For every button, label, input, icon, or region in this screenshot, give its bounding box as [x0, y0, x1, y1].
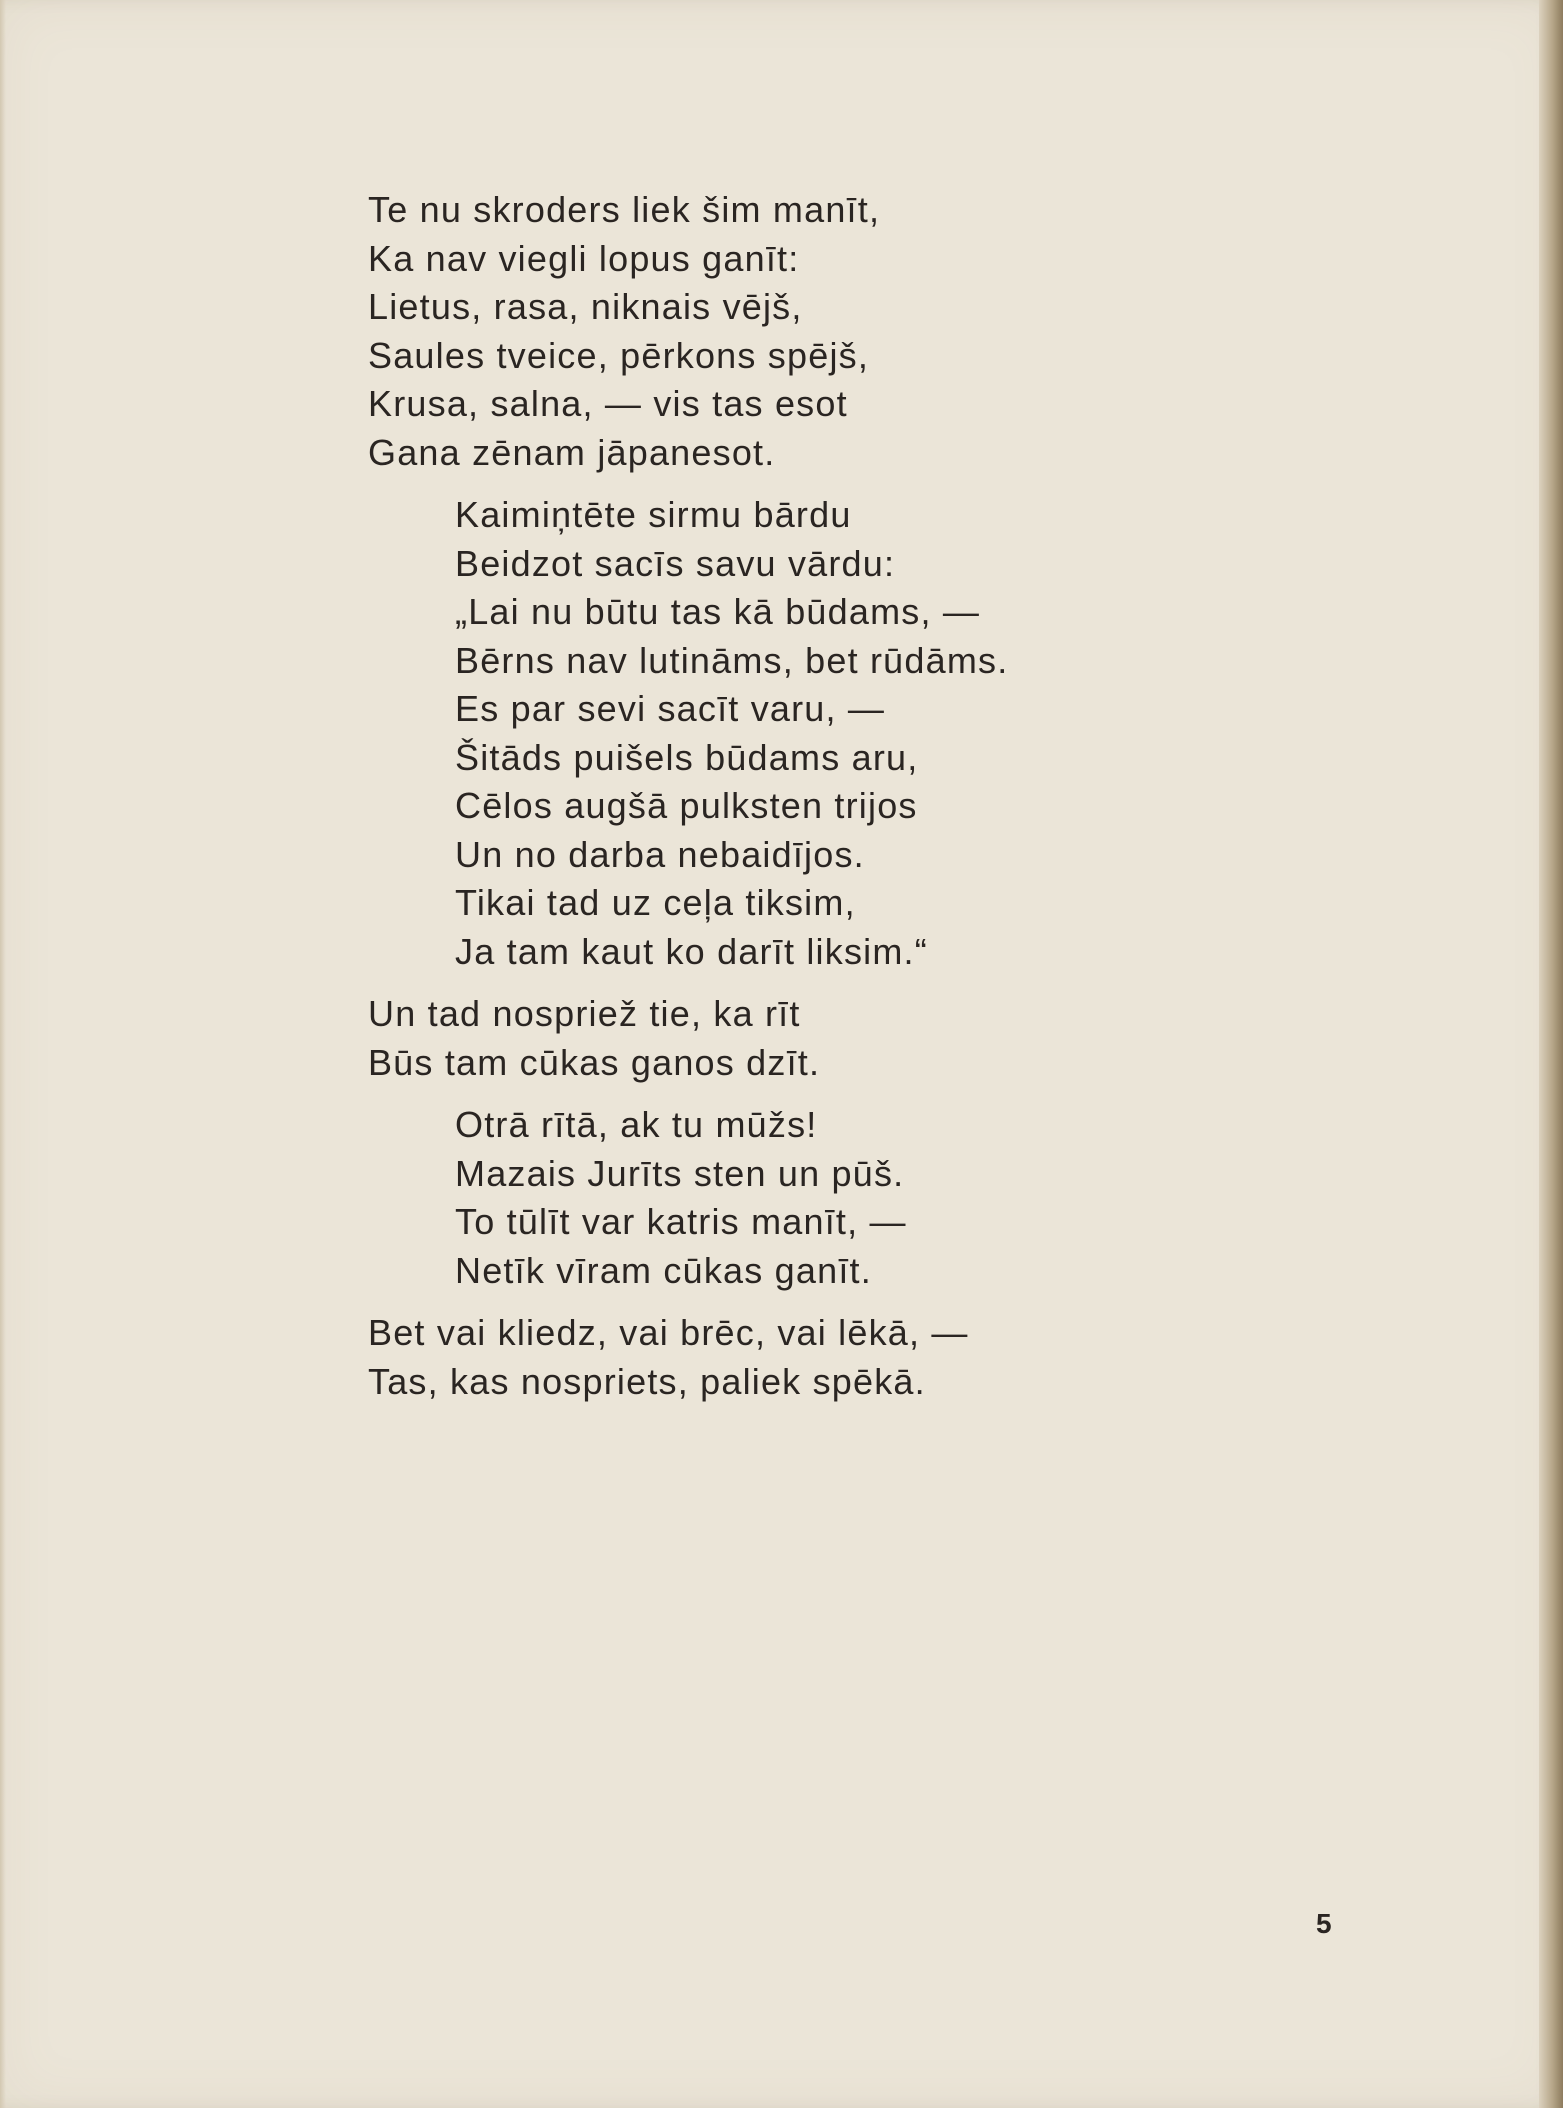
poem-line: Saules tveice, pērkons spējš,: [368, 334, 870, 376]
stanza-1: [368, 186, 1368, 477]
poem-body: [368, 186, 1368, 1406]
page-left-edge: [0, 0, 6, 2108]
poem-line: Krusa, salna, — vis tas esot: [368, 383, 848, 424]
poem-line: Es par sevi sacīt varu, —: [455, 688, 886, 729]
poem-line: Lietus, rasa, niknais vējš,: [368, 286, 803, 327]
page-binding-edge: [1539, 0, 1563, 2108]
poem-line: Tikai tad uz ceļa tiksim,: [455, 882, 856, 923]
poem-line: „Lai nu būtu tas kā būdams, —: [455, 591, 981, 632]
poem-line: Gana zēnam jāpanesot.: [368, 431, 776, 473]
poem-line: Tas, kas nospriets, paliek spēkā.: [368, 1360, 926, 1402]
stanza-5: [368, 1309, 1368, 1406]
stanza-3: [368, 990, 1368, 1087]
poem-line: Te nu skroders liek šim manīt,: [368, 189, 881, 230]
poem-line: Beidzot sacīs savu vārdu:: [455, 542, 896, 584]
poem-line: Un tad nospriež tie, ka rīt: [368, 993, 801, 1034]
poem-line: Otrā rītā, ak tu mūžs!: [455, 1104, 818, 1145]
poem-line: Netīk vīram cūkas ganīt.: [455, 1249, 872, 1291]
stanza-2: [368, 491, 1368, 976]
page-number: 5: [1316, 1908, 1333, 1939]
poem-line: Mazais Jurīts sten un pūš.: [455, 1152, 905, 1194]
poem-line: To tūlīt var katris manīt, —: [455, 1201, 907, 1242]
poem-line: Kaimiņtēte sirmu bārdu: [455, 494, 852, 535]
poem-line: Un no darba nebaidījos.: [455, 833, 865, 875]
poem-line: Bet vai kliedz, vai brēc, vai lēkā, —: [368, 1312, 969, 1353]
poem-line: Bērns nav lutināms, bet rūdāms.: [455, 639, 1009, 681]
stanza-4: [368, 1101, 1368, 1295]
poem-line: Šitāds puišels būdams aru,: [455, 736, 919, 778]
poem-line: Būs tam cūkas ganos dzīt.: [368, 1041, 821, 1083]
poem-line: Ka nav viegli lopus ganīt:: [368, 237, 800, 279]
poem-line: Ja tam kaut ko darīt liksim.“: [455, 930, 928, 972]
poem-line: Cēlos augšā pulksten trijos: [455, 785, 918, 826]
